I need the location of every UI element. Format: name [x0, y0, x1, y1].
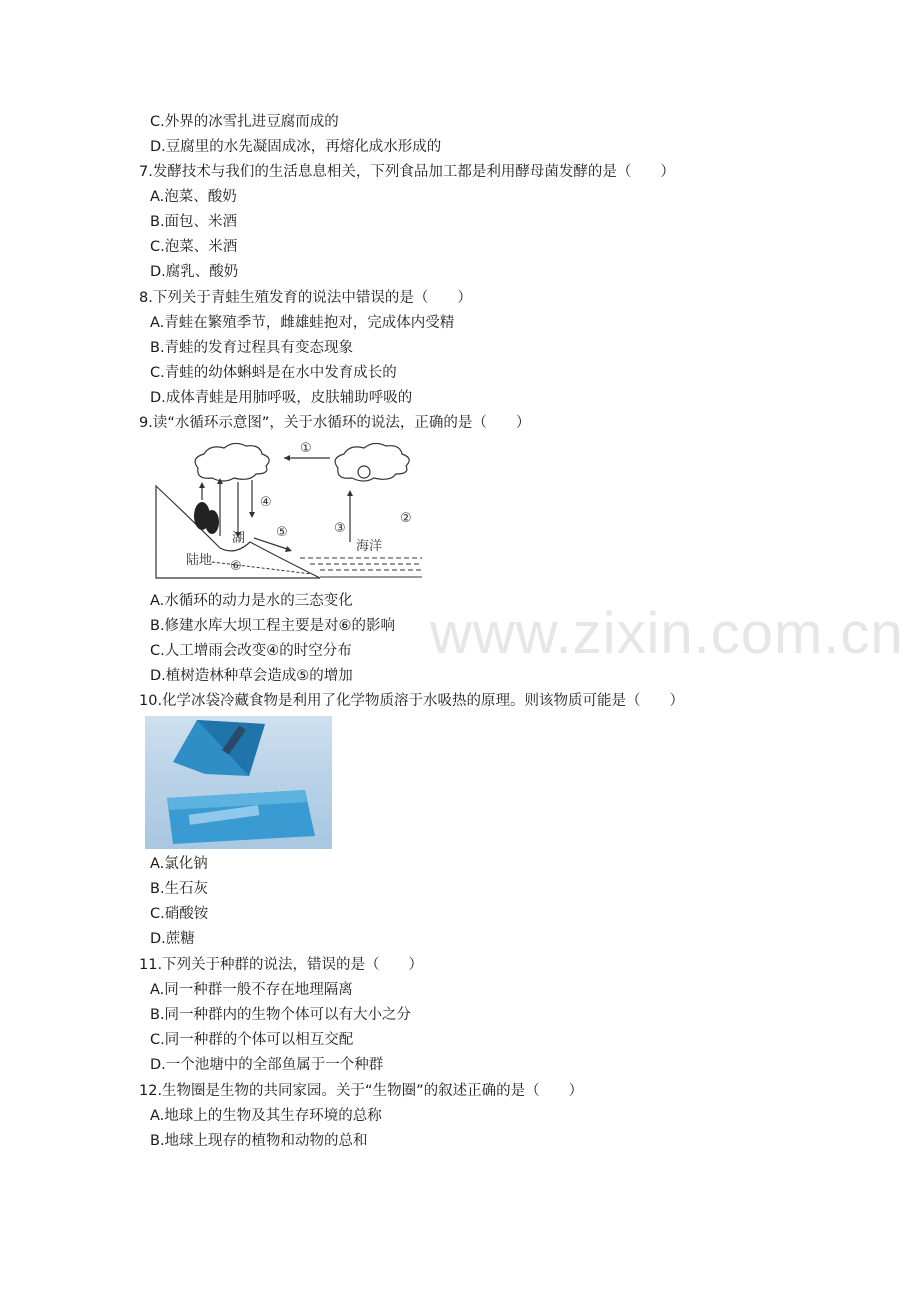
q10-option-a: A.氯化钠	[150, 856, 208, 872]
label-ocean: 海洋	[356, 539, 383, 554]
arrow-3-head	[347, 490, 353, 496]
arrow-5-head	[285, 546, 292, 552]
water-cycle-diagram	[150, 438, 430, 580]
q10-option-c: C.硝酸铵	[150, 906, 209, 922]
label-4: ④	[260, 495, 272, 510]
q8-option-a: A.青蛙在繁殖季节，雌雄蛙抱对，完成体内受精	[150, 315, 455, 331]
label-2: ②	[400, 511, 412, 526]
q7-option-c: C.泡菜、米酒	[150, 239, 238, 255]
q7-option-d: D.腐乳、酸奶	[150, 264, 239, 280]
label-1: ①	[300, 441, 312, 456]
q11-option-d: D.一个池塘中的全部鱼属于一个种群	[150, 1057, 384, 1073]
question-12: 12.生物圈是生物的共同家园。关于“生物圈”的叙述正确的是（ ）	[139, 1083, 584, 1099]
question-7: 7.发酵技术与我们的生活息息相关，下列食品加工都是利用酵母菌发酵的是（ ）	[139, 164, 675, 180]
ice-pack-photo	[145, 716, 332, 849]
question-10: 10.化学冰袋冷藏食物是利用了化学物质溶于水吸热的原理。则该物质可能是（ ）	[139, 693, 685, 709]
tree-icon	[205, 510, 219, 534]
q11-option-b: B.同一种群内的生物个体可以有大小之分	[150, 1007, 412, 1023]
ice-pack-image	[145, 716, 332, 849]
arrow-evapotranspiration-head	[199, 482, 205, 488]
label-land: 陆地	[186, 553, 213, 568]
question-8: 8.下列关于青蛙生殖发育的说法中错误的是（ ）	[139, 290, 472, 306]
q9-option-a: A.水循环的动力是水的三态变化	[150, 593, 353, 609]
label-5: ⑤	[276, 525, 288, 540]
cloud-right	[335, 443, 409, 481]
q6-option-d: D.豆腐里的水先凝固成冰，再熔化成水形成的	[150, 139, 442, 155]
arrow-1-head	[284, 455, 290, 461]
label-3: ③	[334, 521, 346, 536]
q8-option-c: C.青蛙的幼体蝌蚪是在水中发育成长的	[150, 365, 397, 381]
watermark: www.zixin.com.cn	[430, 601, 904, 666]
question-11: 11.下列关于种群的说法，错误的是（ ）	[139, 957, 424, 973]
cloud-left	[195, 443, 269, 481]
q11-option-c: C.同一种群的个体可以相互交配	[150, 1032, 354, 1048]
q9-option-b: B.修建水库大坝工程主要是对⑥的影响	[150, 618, 396, 634]
q6-option-c: C.外界的冰雪扎进豆腐而成的	[150, 114, 339, 130]
label-lake: 湖	[232, 531, 246, 546]
arrow-4-head	[249, 512, 255, 518]
q9-option-d: D.植树造林种草会造成⑤的增加	[150, 668, 353, 684]
q11-option-a: A.同一种群一般不存在地理隔离	[150, 982, 353, 998]
q8-option-b: B.青蛙的发育过程具有变态现象	[150, 340, 354, 356]
q10-option-b: B.生石灰	[150, 881, 209, 897]
q9-option-c: C.人工增雨会改变④的时空分布	[150, 643, 352, 659]
q10-option-d: D.蔗糖	[150, 931, 195, 947]
question-9: 9.读“水循环示意图”，关于水循环的说法，正确的是（ ）	[139, 415, 531, 431]
q7-option-b: B.面包、米酒	[150, 214, 238, 230]
q12-option-a: A.地球上的生物及其生存环境的总称	[150, 1108, 382, 1124]
label-6: ⑥	[230, 559, 242, 574]
q8-option-d: D.成体青蛙是用肺呼吸，皮肤辅助呼吸的	[150, 390, 413, 406]
q12-option-b: B.地球上现存的植物和动物的总和	[150, 1133, 368, 1149]
q7-option-a: A.泡菜、酸奶	[150, 189, 237, 205]
